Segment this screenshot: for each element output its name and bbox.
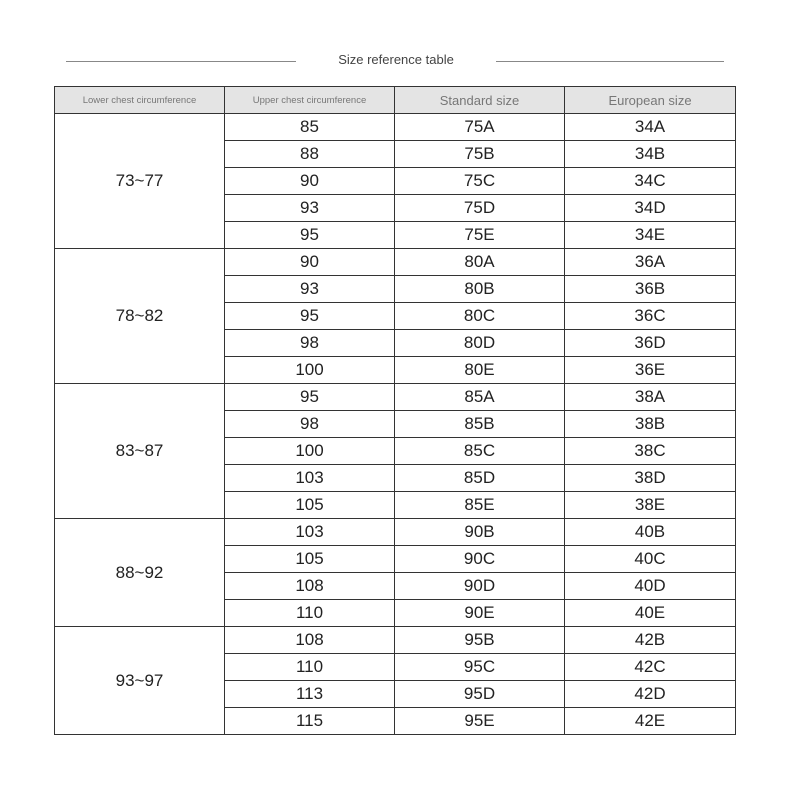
european-size-cell: 40C [565, 546, 736, 573]
title-row [0, 50, 790, 72]
lower-chest-range-cell: 73~77 [55, 114, 225, 249]
european-size-cell: 34D [565, 195, 736, 222]
european-size-cell: 42E [565, 708, 736, 735]
page-title: Size reference table [338, 52, 454, 67]
title-divider-right [496, 61, 724, 62]
upper-chest-cell: 100 [225, 357, 395, 384]
upper-chest-cell: 113 [225, 681, 395, 708]
european-size-cell: 36C [565, 303, 736, 330]
standard-size-cell: 85A [395, 384, 565, 411]
standard-size-cell: 75C [395, 168, 565, 195]
european-size-cell: 42B [565, 627, 736, 654]
standard-size-cell: 75B [395, 141, 565, 168]
european-size-cell: 40B [565, 519, 736, 546]
standard-size-cell: 85E [395, 492, 565, 519]
european-size-cell: 34A [565, 114, 736, 141]
header-upper-chest: Upper chest circumference [225, 87, 395, 114]
european-size-cell: 42C [565, 654, 736, 681]
table-row [55, 114, 736, 141]
european-size-cell: 38E [565, 492, 736, 519]
standard-size-cell: 95E [395, 708, 565, 735]
title-divider-left [66, 61, 296, 62]
upper-chest-cell: 100 [225, 438, 395, 465]
lower-chest-range-cell: 78~82 [55, 249, 225, 384]
european-size-cell: 42D [565, 681, 736, 708]
standard-size-cell: 90C [395, 546, 565, 573]
upper-chest-cell: 105 [225, 492, 395, 519]
standard-size-cell: 80A [395, 249, 565, 276]
european-size-cell: 36B [565, 276, 736, 303]
european-size-cell: 34B [565, 141, 736, 168]
european-size-cell: 40E [565, 600, 736, 627]
header-row [55, 87, 736, 114]
standard-size-cell: 85D [395, 465, 565, 492]
standard-size-cell: 95C [395, 654, 565, 681]
european-size-cell: 38A [565, 384, 736, 411]
table-row [55, 627, 736, 654]
lower-chest-range-cell: 93~97 [55, 627, 225, 735]
standard-size-cell: 90D [395, 573, 565, 600]
lower-chest-range-cell: 83~87 [55, 384, 225, 519]
upper-chest-cell: 95 [225, 384, 395, 411]
header-european-size: European size [565, 87, 736, 114]
upper-chest-cell: 95 [225, 303, 395, 330]
upper-chest-cell: 103 [225, 519, 395, 546]
standard-size-cell: 75E [395, 222, 565, 249]
european-size-cell: 36D [565, 330, 736, 357]
standard-size-cell: 80C [395, 303, 565, 330]
standard-size-cell: 95B [395, 627, 565, 654]
lower-chest-range-cell: 88~92 [55, 519, 225, 627]
table-body [55, 114, 736, 735]
upper-chest-cell: 90 [225, 168, 395, 195]
standard-size-cell: 85B [395, 411, 565, 438]
standard-size-cell: 90E [395, 600, 565, 627]
upper-chest-cell: 105 [225, 546, 395, 573]
standard-size-cell: 90B [395, 519, 565, 546]
standard-size-cell: 80D [395, 330, 565, 357]
upper-chest-cell: 108 [225, 573, 395, 600]
european-size-cell: 38C [565, 438, 736, 465]
header-standard-size: Standard size [395, 87, 565, 114]
table-row [55, 519, 736, 546]
standard-size-cell: 80E [395, 357, 565, 384]
upper-chest-cell: 98 [225, 411, 395, 438]
european-size-cell: 36A [565, 249, 736, 276]
standard-size-cell: 95D [395, 681, 565, 708]
upper-chest-cell: 110 [225, 654, 395, 681]
size-table [54, 86, 736, 735]
upper-chest-cell: 103 [225, 465, 395, 492]
upper-chest-cell: 98 [225, 330, 395, 357]
european-size-cell: 34C [565, 168, 736, 195]
upper-chest-cell: 85 [225, 114, 395, 141]
upper-chest-cell: 93 [225, 276, 395, 303]
european-size-cell: 38D [565, 465, 736, 492]
table-row [55, 384, 736, 411]
upper-chest-cell: 93 [225, 195, 395, 222]
standard-size-cell: 75D [395, 195, 565, 222]
upper-chest-cell: 95 [225, 222, 395, 249]
european-size-cell: 38B [565, 411, 736, 438]
standard-size-cell: 80B [395, 276, 565, 303]
upper-chest-cell: 88 [225, 141, 395, 168]
upper-chest-cell: 108 [225, 627, 395, 654]
european-size-cell: 34E [565, 222, 736, 249]
standard-size-cell: 75A [395, 114, 565, 141]
european-size-cell: 40D [565, 573, 736, 600]
table-row [55, 249, 736, 276]
upper-chest-cell: 90 [225, 249, 395, 276]
upper-chest-cell: 110 [225, 600, 395, 627]
header-lower-chest: Lower chest circumference [55, 87, 225, 114]
upper-chest-cell: 115 [225, 708, 395, 735]
standard-size-cell: 85C [395, 438, 565, 465]
european-size-cell: 36E [565, 357, 736, 384]
